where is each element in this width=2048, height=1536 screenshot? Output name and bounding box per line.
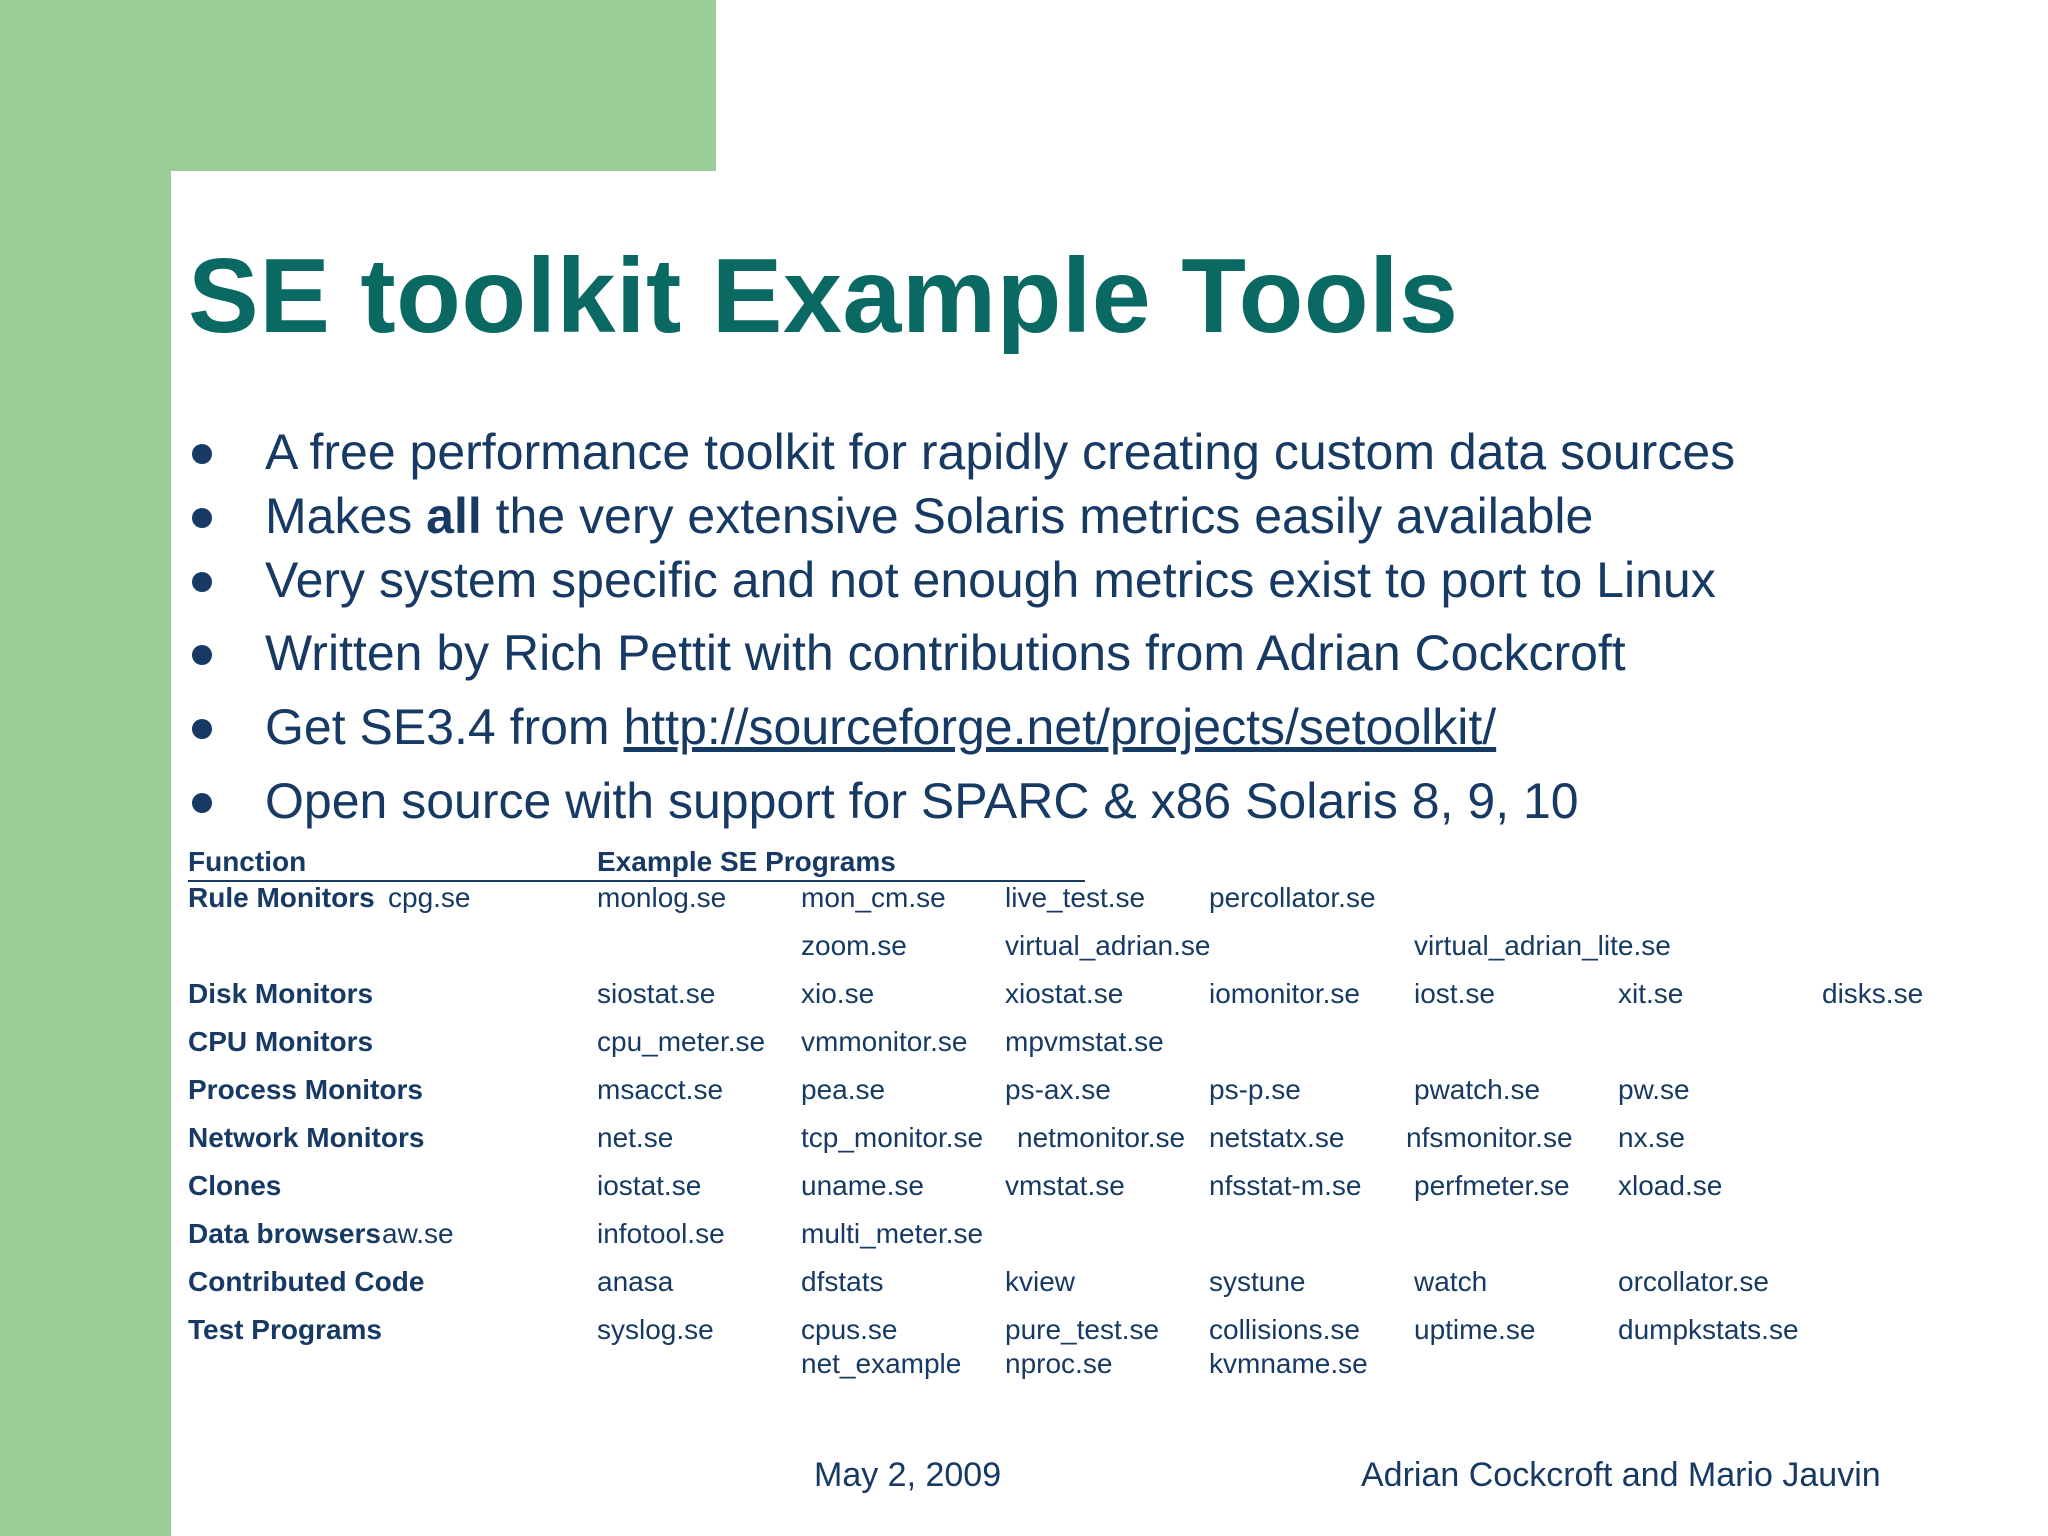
program-name: virtual_adrian_lite.se [1414, 930, 1671, 961]
program-name: xit.se [1618, 978, 1684, 1009]
program-name: dumpkstats.se [1618, 1314, 1799, 1345]
program-name: live_test.se [1005, 882, 1146, 913]
program-name: mon_cm.se [801, 882, 946, 913]
slide-title: SE toolkit Example Tools [188, 237, 1459, 355]
program-name: monlog.se [597, 882, 727, 913]
function-label: Clones [188, 1170, 282, 1201]
function-label: Test Programs [188, 1314, 382, 1345]
bullet-text: Open source with support for SPARC & x86 Solaris 8, 9, 10 [265, 773, 1579, 829]
program-name: systune [1209, 1266, 1306, 1297]
bullet-text-post: the very extensive Solaris metrics easily available [481, 488, 1594, 544]
program-name: pure_test.se [1005, 1314, 1160, 1345]
bullet-text [265, 695, 1496, 759]
program-name: pwatch.se [1414, 1074, 1541, 1105]
bullet-dot-icon [192, 444, 212, 464]
program-name: watch [1414, 1266, 1488, 1297]
program-name: syslog.se [597, 1314, 714, 1345]
function-label: CPU Monitors [188, 1026, 374, 1057]
green-side-band [0, 0, 171, 1536]
footer-authors: Adrian Cockcroft and Mario Jauvin [1361, 1456, 1881, 1494]
bullet-text-bold: all [426, 488, 482, 544]
program-name: nfsstat-m.se [1209, 1170, 1362, 1201]
bullet-dot-icon [192, 572, 212, 592]
program-name: nfsmonitor.se [1406, 1122, 1573, 1153]
program-name: infotool.se [597, 1218, 725, 1249]
program-name: pea.se [801, 1074, 886, 1105]
function-label: Process Monitors [188, 1074, 423, 1105]
program-name: iomonitor.se [1209, 978, 1360, 1009]
program-name: virtual_adrian.se [1005, 930, 1211, 961]
program-name: nproc.se [1005, 1348, 1113, 1379]
bullet-dot-icon [192, 645, 212, 665]
program-name: mpvmstat.se [1005, 1026, 1164, 1057]
function-label: Rule Monitors [188, 882, 375, 913]
program-name: cpg.se [388, 882, 471, 913]
program-name: ps-p.se [1209, 1074, 1301, 1105]
function-header: Function [188, 846, 307, 877]
program-name: kvmname.se [1209, 1348, 1368, 1379]
program-name: perfmeter.se [1414, 1170, 1570, 1201]
program-name: collisions.se [1209, 1314, 1360, 1345]
function-label: Disk Monitors [188, 978, 374, 1009]
program-name: zoom.se [801, 930, 907, 961]
program-name: dfstats [801, 1266, 884, 1297]
program-name: siostat.se [597, 978, 716, 1009]
program-name: cpus.se [801, 1314, 898, 1345]
program-name: msacct.se [597, 1074, 724, 1105]
sourceforge-link[interactable]: http://sourceforge.net/projects/setoolkit/ [623, 699, 1497, 755]
function-label: Data browsers [188, 1218, 381, 1249]
program-name: netstatx.se [1209, 1122, 1345, 1153]
programs-table [188, 846, 1988, 1406]
program-name: vmmonitor.se [801, 1026, 968, 1057]
program-name: vmstat.se [1005, 1170, 1125, 1201]
program-name: ps-ax.se [1005, 1074, 1111, 1105]
program-name: iost.se [1414, 978, 1495, 1009]
program-name: nx.se [1618, 1122, 1685, 1153]
bullet-text: Very system specific and not enough metrics exist to port to Linux [265, 552, 1716, 608]
program-name: percollator.se [1209, 882, 1376, 913]
program-name: cpu_meter.se [597, 1026, 766, 1057]
program-name: multi_meter.se [801, 1218, 984, 1249]
programs-header: Example SE Programs [597, 846, 896, 877]
program-name: iostat.se [597, 1170, 702, 1201]
program-name: disks.se [1822, 978, 1924, 1009]
program-name: tcp_monitor.se [801, 1122, 984, 1153]
function-label: Network Monitors [188, 1122, 425, 1153]
program-name: net_example [801, 1348, 962, 1379]
program-name: kview [1005, 1266, 1076, 1297]
bullet-dot-icon [192, 793, 212, 813]
program-name: uname.se [801, 1170, 924, 1201]
function-label: Contributed Code [188, 1266, 425, 1297]
bullet-text-pre: Makes [265, 488, 427, 544]
bullet-dot-icon [192, 508, 212, 528]
program-name: uptime.se [1414, 1314, 1536, 1345]
program-name: pw.se [1618, 1074, 1690, 1105]
program-name: xiostat.se [1005, 978, 1124, 1009]
program-name: netmonitor.se [1017, 1122, 1186, 1153]
program-name: orcollator.se [1618, 1266, 1769, 1297]
program-name: xio.se [801, 978, 875, 1009]
bullet-text [265, 484, 1593, 548]
bullet-dot-icon [192, 719, 212, 739]
bullet-text: A free performance toolkit for rapidly creating custom data sources [265, 424, 1736, 480]
footer-date: May 2, 2009 [814, 1456, 1002, 1494]
program-name: aw.se [382, 1218, 454, 1249]
program-name: net.se [597, 1122, 674, 1153]
bullet-text: Written by Rich Pettit with contributions from Adrian Cockcroft [265, 625, 1626, 681]
program-name: anasa [597, 1266, 674, 1297]
program-name: xload.se [1618, 1170, 1723, 1201]
bullet-text-pre: Get SE3.4 from [265, 699, 624, 755]
